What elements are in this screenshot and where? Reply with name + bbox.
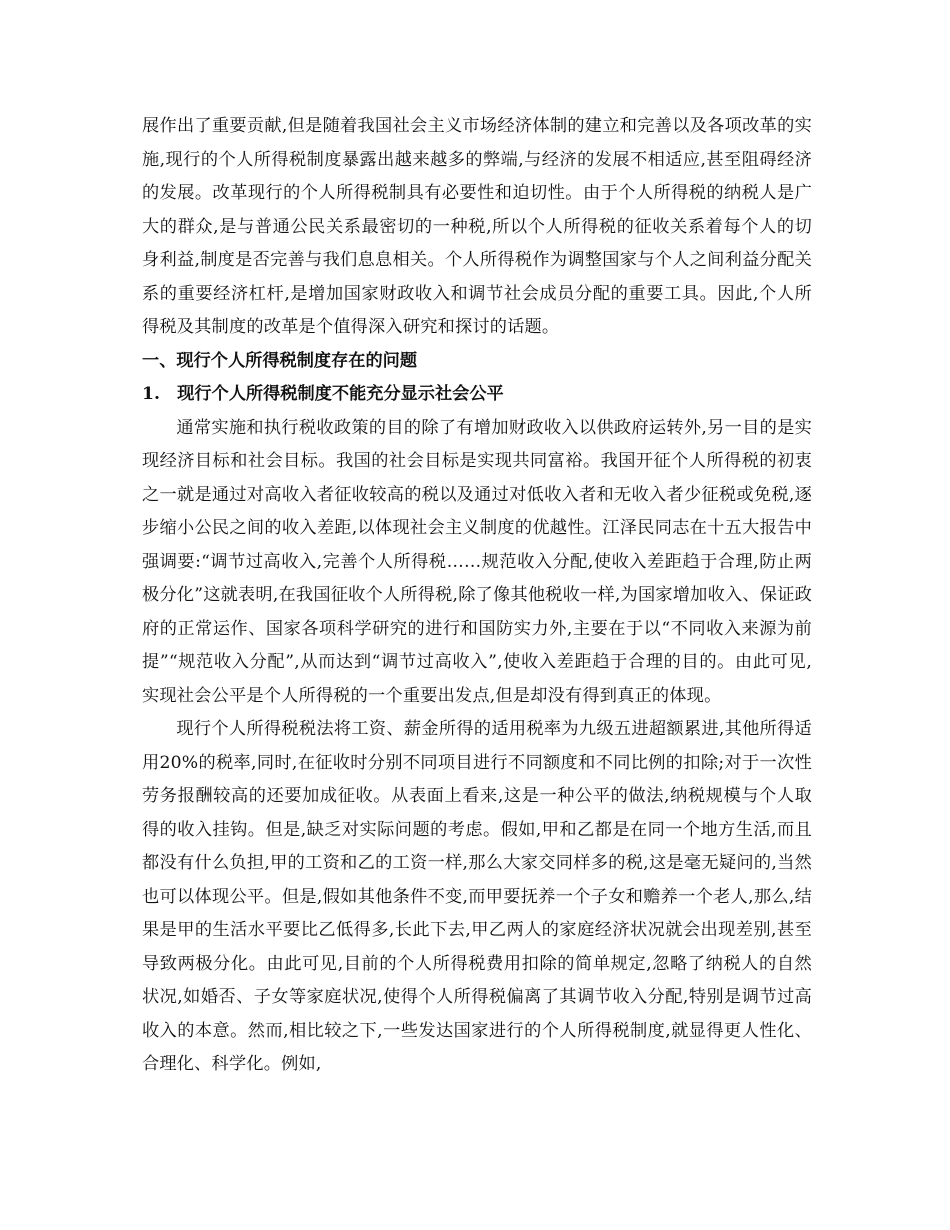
subsection-heading-social-fairness: 1. 现行个人所得税制度不能充分显示社会公平 xyxy=(142,384,504,404)
paragraph-intro-continuation: 展作出了重要贡献,但是随着我国社会主义市场经济体制的建立和完善以及各项改革的实施,现行的个人所得税制度暴露出越来越多的弊端,与经济的发展不相适应,甚至阻碍经济的发展。改革现行的个人所得税制具有必要性和迫切性。由于个人所得税的纳税人是广大的群众,是与普通公民关系最密切的一种税,所以个人所得税的征收关系着每个人的切身利益,制度是否完善与我们息息相关。个人所得税作为调整国家与个人之间利益分配关系的重要经济杠杆,是增加国家财政收入和调节社会成员分配的重要工具。因此,个人所得税及其制度的改革是个值得深入研究和探讨的话题。 xyxy=(142,116,812,337)
section-heading-current-problems: 一、现行个人所得税制度存在的问题 xyxy=(142,350,418,371)
paragraph-tax-rate-example: 现行个人所得税税法将工资、薪金所得的适用税率为九级五进超额累进,其他所得适用20%的税率,同时,在征收时分别不同项目进行不同额度和不同比例的扣除;对于一次性劳务报酬较高的还要加成征收。从表面上看来,这是一种公平的做法,纳税规模与个人取得的收入挂钩。但是,缺乏对实际问题的考虑。假如,甲和乙都是在同一个地方生活,而且都没有什么负担,甲的工资和乙的工资一样,那么大家交同样多的税,这是毫无疑问的,当然也可以体现公平。但是,假如其他条件不变,而甲要抚养一个子女和赡养一个老人,那么,结果是甲的生活水平要比乙低得多,长此下去,甲乙两人的家庭经济状况就会出现差别,甚至导致两极分化。由此可见,目前的个人所得税费用扣除的简单规定,忽略了纳税人的自然状况,如婚否、子女等家庭状况,使得个人所得税偏离了其调节收入分配,特别是调节过高收入的本意。然而,相比较之下,一些发达国家进行的个人所得税制度,就显得更人性化、合理化、科学化。例如, xyxy=(142,719,812,1074)
document-page xyxy=(142,110,812,1082)
paragraph-tax-policy-goals: 通常实施和执行税收政策的目的除了有增加财政收入以供政府运转外,另一目的是实现经济目标和社会目标。我国的社会目标是实现共同富裕。我国开征个人所得税的初衷之一就是通过对高收入者征收较高的税以及通过对低收入者和无收入者少征税或免税,逐步缩小公民之间的收入差距,以体现社会主义制度的优越性。江泽民同志在十五大报告中强调要:“调节过高收入,完善个人所得税……规范收入分配,使收入差距趋于合理,防止两极分化”这就表明,在我国征收个人所得税,除了像其他税收一样,为国家增加收入、保证政府的正常运作、国家各项科学研究的进行和国防实力外,主要在于以“不同收入来源为前提”“规范收入分配”,从而达到“调节过高收入”,使收入差距趋于合理的目的。由此可见,实现社会公平是个人所得税的一个重要出发点,但是却没有得到真正的体现。 xyxy=(142,417,812,706)
